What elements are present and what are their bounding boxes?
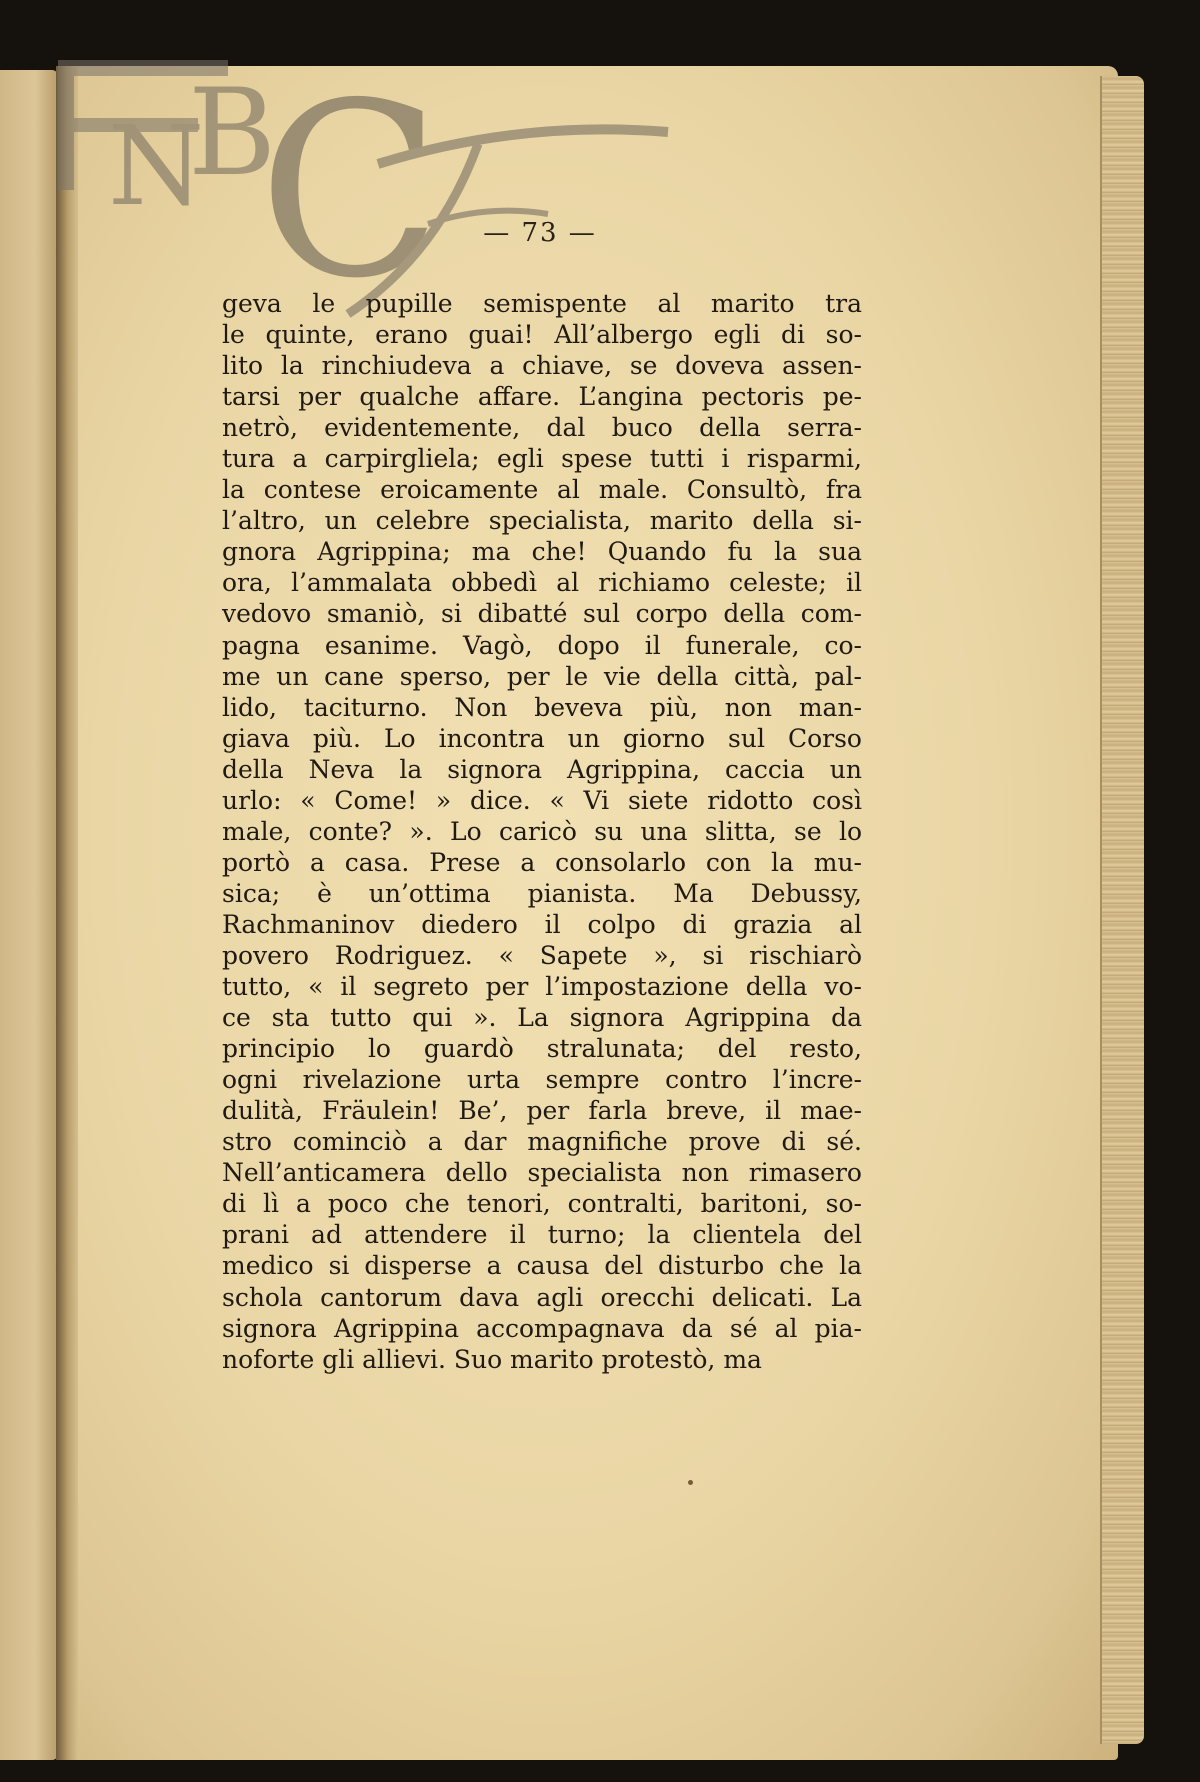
text-line: tutto, « il segreto per l’impostazione della vo-	[222, 972, 862, 1002]
paper-speck	[688, 1480, 693, 1485]
page-fore-edge	[1100, 76, 1144, 1744]
svg-text:C: C	[258, 51, 442, 324]
text-line: principio lo guardò stralunata; del resto,	[222, 1034, 862, 1064]
text-line: urlo: « Come! » dice. « Vi siete ridotto così	[222, 785, 862, 815]
text-line: Rachmaninov diedero il colpo di grazia al	[222, 909, 862, 939]
text-line: prani ad attendere il turno; la clientela del	[222, 1220, 862, 1250]
svg-text:B: B	[188, 64, 277, 203]
text-line: stro cominciò a dar magnifiche prove di sé.	[222, 1127, 862, 1157]
text-line: schola cantorum dava agli orecchi delicati. La	[222, 1282, 862, 1312]
text-line: lito la rinchiudeva a chiave, se doveva assen-	[222, 351, 862, 381]
text-line: medico si disperse a causa del disturbo che la	[222, 1251, 862, 1281]
text-line: vedovo smaniò, si dibatté sul corpo della com-	[222, 599, 862, 629]
text-line: Nell’anticamera dello specialista non rimasero	[222, 1158, 862, 1188]
text-line: della Neva la signora Agrippina, caccia un	[222, 754, 862, 784]
text-line: tarsi per qualche affare. L’angina pectoris pe-	[222, 382, 862, 412]
text-line: lido, taciturno. Non beveva più, non man-	[222, 692, 862, 722]
text-line: la contese eroicamente al male. Consultò, fra	[222, 475, 862, 505]
text-line: sica; è un’ottima pianista. Ma Debussy,	[222, 878, 862, 908]
text-line: netrò, evidentemente, dal buco della serra-	[222, 413, 862, 443]
text-line: me un cane sperso, per le vie della città, pal-	[222, 661, 862, 691]
text-line: male, conte? ». Lo caricò su una slitta, se lo	[222, 816, 862, 846]
body-text	[222, 288, 862, 1375]
text-line: gnora Agrippina; ma che! Quando fu la sua	[222, 537, 862, 567]
text-line: pagna esanime. Vagò, dopo il funerale, co-	[222, 630, 862, 660]
page-number: — 73 —	[483, 218, 597, 248]
text-line: di lì a poco che tenori, contralti, baritoni, so-	[222, 1189, 862, 1219]
text-line: giava più. Lo incontra un giorno sul Corso	[222, 723, 862, 753]
text-line: ogni rivelazione urta sempre contro l’incre-	[222, 1065, 862, 1095]
text-line: tura a carpirgliela; egli spese tutti i risparmi,	[222, 444, 862, 474]
text-line: le quinte, erano guai! All’albergo egli di so-	[222, 320, 862, 350]
text-line: povero Rodriguez. « Sapete », si rischiarò	[222, 940, 862, 970]
svg-text:N: N	[108, 102, 205, 230]
text-line: geva le pupille semispente al marito tra	[222, 289, 862, 318]
text-line: dulità, Fräulein! Be’, per farla breve, il mae-	[222, 1096, 862, 1126]
text-line: portò a casa. Prese a consolarlo con la mu-	[222, 847, 862, 877]
text-line: ora, l’ammalata obbedì al richiamo celeste; il	[222, 568, 862, 598]
text-line: l’altro, un celebre specialista, marito della si-	[222, 506, 862, 536]
text-line: ce sta tutto qui ». La signora Agrippina da	[222, 1003, 862, 1033]
text-line: signora Agrippina accompagnava da sé al pia-	[222, 1313, 862, 1343]
text-line: noforte gli allievi. Suo marito protestò, ma	[222, 1344, 762, 1374]
library-watermark-logo	[48, 24, 708, 324]
